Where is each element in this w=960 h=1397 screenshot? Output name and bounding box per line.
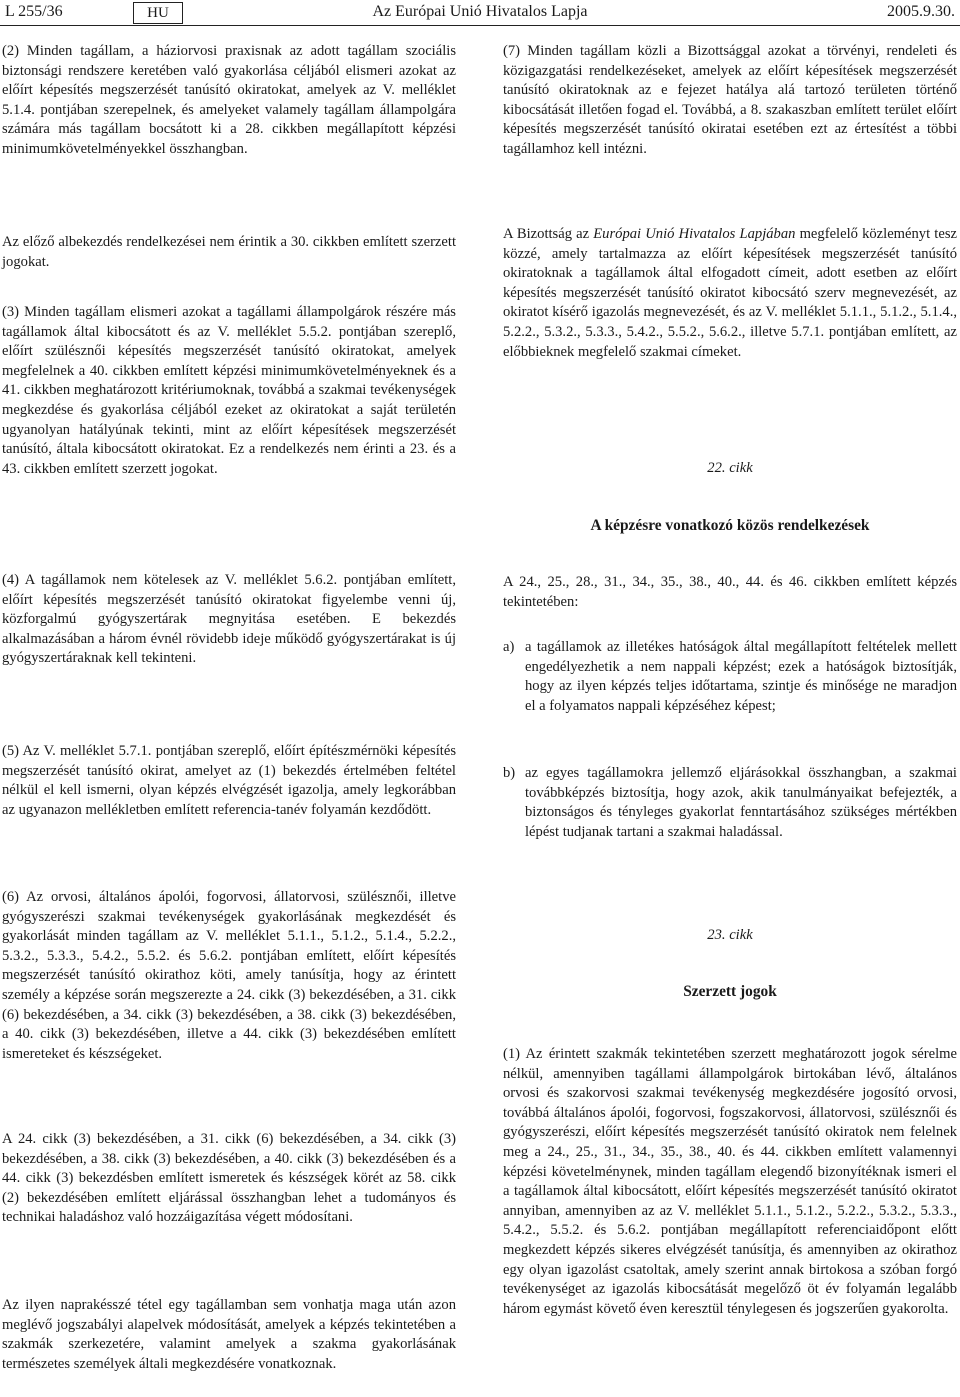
- paragraph-text: (5) Az V. melléklet 5.7.1. pontjában szereplő, előírt építészmérnöki képesítés megszerzését tanúsító okirat, amelyet az (1) bekezdés értelmében feltétel nélkül el kell ismerni, olyan képzés elvégzését igazolja, amely legkorábban az ugyanazon mellékletben említett referencia-tanév folyamán kezdődött.: [2, 743, 456, 818]
- paragraph-text: A 24. cikk (3) bekezdésében, a 31. cikk (6) bekezdésében, a 34. cikk (3) bekezdésében, a 38. cikk (3) bekezdésében, a 40. cikk (3) bekezdésében és a 44. cikk (3) bekezdésben említett ismeretek és készségek körét az 58. cikk (2) bekezdésében említett eljárással összhangban lehet a tudományos és technikai haladáshoz való hozzáigazítása végett módosítani.: [2, 1131, 456, 1226]
- left-paragraph-6: [2, 888, 456, 1064]
- page-header: [0, 0, 960, 24]
- right-paragraph-23-1: [503, 1045, 957, 1319]
- right-paragraph-7b: [503, 225, 957, 362]
- paragraph-text: (1) Az érintett szakmák tekintetében szerzett meghatározott jogok sérelme nélkül, amennyiben tagállami állampolgárok birtokában lévő, általános orvosi és szakorvosi szakmai tevékenység megkezdésére jogosító orvosi, továbbá általános ápolói, fogorvosi, fogszakorvosi, állatorvosi, szülésznői és gyógyszerészi, előírt képesítés megszerzését tanúsító okiratok nem felelnek meg a 24., 25., 31., 34., 35., 38., 40. és 44. cikkben említett valamennyi képzési követelménynek, minden tagállam elegendő bizonyítéknak ismeri el a tagállamok által kibocsátott, előírt képesítés megszerzését tanúsító okiratot annyiban, amennyiben az az V. melléklet 5.1.1., 5.1.2., 5.2.2., 5.3.2., 5.3.3., 5.4.2., 5.5.2. és 5.6.2. pontjában megállapított referenciaidőpont előtt megkezdett képzés sikeres elvégzését tanúsítja, és amennyiben az okirathoz egy olyan igazolást csatoltak, amely szerint annak birtokosa a szóban forgó tevékenységet az igazolás kibocsátását megelőző öt év folyamán legalább három egymást követő éven keresztül ténylegesen és jogszerűen gyakorolta.: [503, 1046, 957, 1317]
- left-paragraph-6c: [2, 1296, 456, 1374]
- header-divider: [0, 25, 960, 26]
- text-run: A Bizottság az: [503, 226, 594, 242]
- paragraph-text: (4) A tagállamok nem kötelesek az V. melléklet 5.6.2. pontjában említett, előírt képesítés megszerzését tanúsító okiratokat figyelembe venni új, közforgalmú gyógyszertárak megnyitása esetében. E bekezdés alkalmazásában a három évnél rövidebb ideje működő gyógyszertárakat is új gyógyszertáraknak kell tekinteni.: [2, 572, 456, 667]
- list-item-text: a tagállamok az illetékes hatóságok által megállapított feltételek mellett engedélyezhetik a nem nappali képzést; ezek a hatóságok biztosítják, hogy az ilyen képzés teljes időtartama, szintje és minősége ne maradjon el a folyamatos nappali képzéséhez képest;: [525, 639, 957, 714]
- page-reference: L 255/36: [5, 3, 63, 20]
- list-marker: b): [503, 765, 516, 781]
- list-marker: a): [503, 639, 515, 655]
- article-22-title: A képzésre vonatkozó közös rendelkezések: [590, 517, 870, 534]
- article-22-intro: [503, 573, 957, 612]
- list-item-a: [503, 638, 957, 716]
- list-item-text: az egyes tagállamokra jellemző eljárásokkal összhangban, a szakmai továbbképzés biztosítja, hogy azok, akik tanulmányaikat befejezték, a biztonságos és tényleges gyakorlat fenntartásához szükséges mértékben lépést tudjanak tartani a szakmai haladással.: [525, 765, 957, 840]
- paragraph-text: Az előző albekezdés rendelkezései nem érintik a 30. cikkben említett szerzett jogokat.: [2, 234, 456, 270]
- left-paragraph-4: [2, 571, 456, 669]
- left-paragraph-2: [2, 42, 456, 160]
- article-23-number: 23. cikk: [707, 927, 753, 943]
- language-badge: HU: [133, 2, 183, 24]
- journal-title: Az Európai Unió Hivatalos Lapja: [372, 3, 588, 20]
- paragraph-text: [503, 225, 957, 362]
- paragraph-text: (7) Minden tagállam közli a Bizottsággal azokat a törvényi, rendeleti és közigazgatási rendelkezéseket, amelyek az előírt képesítések megszerzését tanúsító okiratoknak az e fejezet hatálya alá tartozó területen történő kibocsátását illetően fogad el. Továbbá, a 8. szakaszban említett terület előírt képesítés megszerzését tanúsító okiratai esetében ezt az értesítést a többi tagállamhoz kell intézni.: [503, 43, 957, 157]
- paragraph-text: (2) Minden tagállam, a háziorvosi praxisnak az adott tagállam szociális biztonsági rendszere keretében való gyakorlása céljából elismeri azokat az előírt képesítés megszerzését tanúsító okiratokat, amelyek az V. melléklet 5.1.4. pontjában szerepelnek, és amelyeket valamely tagállam állampolgára számára más tagállam bocsátott ki a 28. cikkben megállapított képzési minimumkövetelményekkel összhangban.: [2, 43, 456, 157]
- left-paragraph-3: [2, 303, 456, 479]
- paragraph-text: Az ilyen naprakésszé tétel egy tagállamban sem vonhatja maga után azon meglévő jogszabályi alapelvek módosítását, amelyek a képzés tekintetében a szakmák szerkezetére, valamint amelyek a szakma gyakorlásának természetes személyek általi megkezdésére vonatkoznak.: [2, 1297, 456, 1372]
- left-paragraph-5: [2, 742, 456, 820]
- right-paragraph-7: [503, 42, 957, 160]
- list-item-b: [503, 764, 957, 842]
- publication-date: 2005.9.30.: [887, 3, 955, 20]
- article-23-title: Szerzett jogok: [683, 983, 777, 1000]
- text-run: megfelelő közleményt tesz közzé, amely tartalmazza az előírt képesítések megszerzését tanúsító okiratoknak a tagállamok által elfogadott címeit, adott esetben az előírt képesítés megszerzését tanúsító okiratot kibocsátó szerv megnevezését, az okiratot kísérő igazolás megnevezését, és az V. melléklet 5.1.1., 5.1.2., 5.1.4., 5.2.2., 5.3.2., 5.3.3., 5.4.2., 5.5.2., 5.6.2., illetve 5.7.1. pontjában említett, az előbbieknek megfelelő szakmai címeket.: [503, 226, 957, 360]
- article-22-number: 22. cikk: [707, 460, 753, 476]
- journal-name-italic: Európai Unió Hivatalos Lapjában: [593, 226, 796, 242]
- paragraph-text: (3) Minden tagállam elismeri azokat a tagállami állampolgárok részére más tagállamok által kibocsátott és az V. melléklet 5.5.2. pontjában szereplő, előírt szülésznői képesítés megszerzését tanúsító okiratokat, amelyek megfelelnek a 40. cikkben említett képzési minimumkövetelményeknek és a 41. cikkben meghatározott kritériumoknak, továbbá a szakmai tevékenységek megkezdése és gyakorlása céljából ezeket az okiratokat a saját területén ugyanolyan hatályúnak tekinti, mint az előírt képesítések megszerzését tanúsító, általa kibocsátott okiratokat. Ez a rendelkezés nem érinti a 23. és a 43. cikkben említett szerzett jogokat.: [2, 304, 456, 477]
- paragraph-text: A 24., 25., 28., 31., 34., 35., 38., 40., 44. és 46. cikkben említett képzés tekintetében:: [503, 574, 957, 610]
- left-paragraph-2b: [2, 233, 456, 272]
- left-paragraph-6b: [2, 1130, 456, 1228]
- paragraph-text: (6) Az orvosi, általános ápolói, fogorvosi, állatorvosi, szülésznői, illetve gyógyszerészi szakmai tevékenységek gyakorlásának megkezdését és gyakorlását minden tagállam az V. melléklet 5.1.1., 5.1.2., 5.1.4., 5.2.2., 5.3.2., 5.3.3., 5.4.2., 5.5.2. és 5.6.2. pontjában említett, előírt képesítés megszerzését tanúsító okirathoz köti, amely tanúsítja, hogy az érintett személy a képzése során megszerezte a 24. cikk (3) bekezdésében, a 31. cikk (6) bekezdésében, a 34. cikk (3) bekezdésében, a 38. cikk (3) bekezdésében, a 40. cikk (3) bekezdésében, illetve a 44. cikk (3) bekezdésében említett ismereteket és készségeket.: [2, 889, 456, 1062]
